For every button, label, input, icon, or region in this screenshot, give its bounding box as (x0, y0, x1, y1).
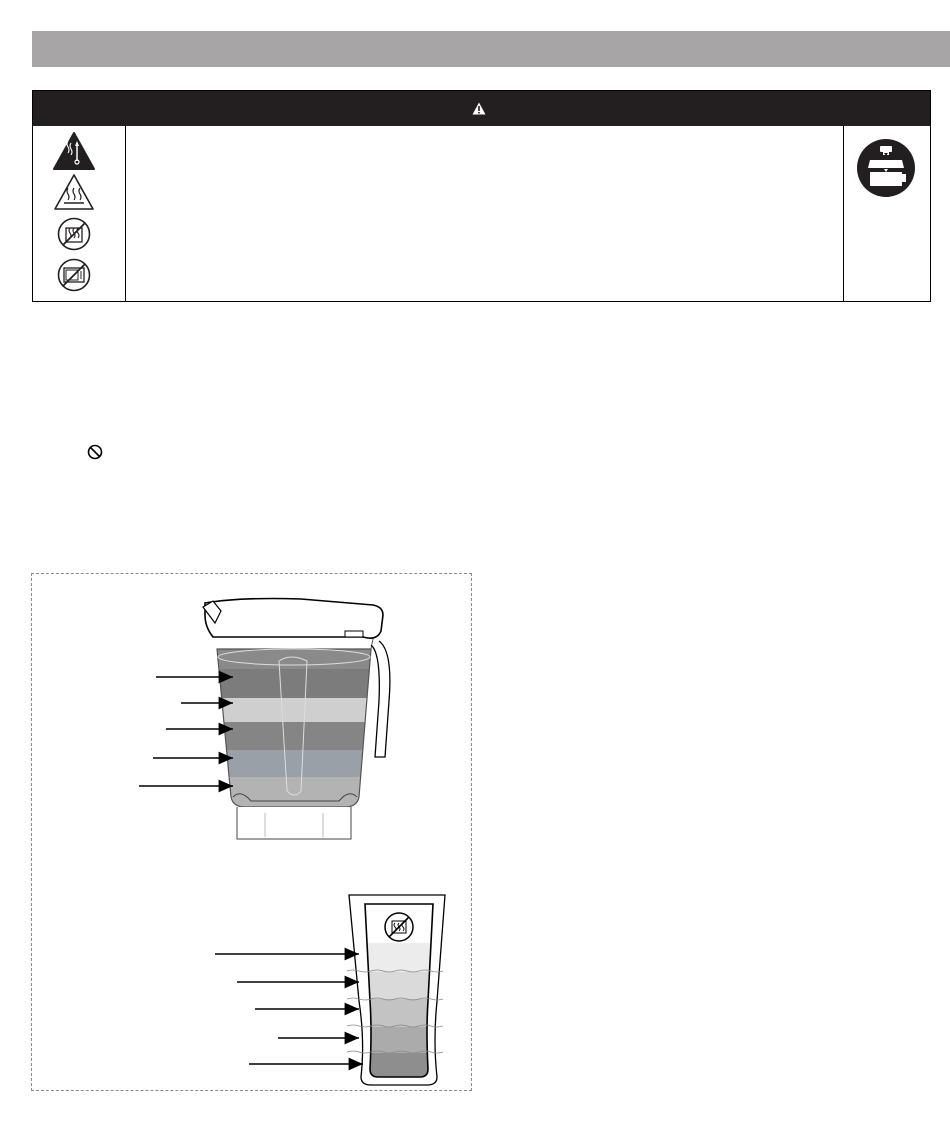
prohibition-icon (86, 443, 104, 461)
no-hot-liquids-icon (56, 216, 92, 252)
warning-triangle-icon (472, 102, 486, 115)
section-header-bar (32, 31, 950, 67)
tall-tumbler-no-hot-icon (347, 895, 445, 1085)
container-with-lid-icon (32, 574, 473, 1092)
warning-right-column (843, 126, 930, 301)
warning-header (33, 91, 930, 126)
warning-body (126, 126, 843, 301)
lid-on-container-icon (856, 138, 916, 198)
no-microwave-icon (56, 257, 92, 293)
jar-fill-bands (211, 649, 381, 809)
warning-icon-column (33, 126, 126, 301)
hot-surface-icon (53, 173, 95, 211)
warning-box (32, 90, 931, 302)
hazard-probe-icon (52, 131, 96, 171)
figure-frame (31, 573, 472, 1091)
